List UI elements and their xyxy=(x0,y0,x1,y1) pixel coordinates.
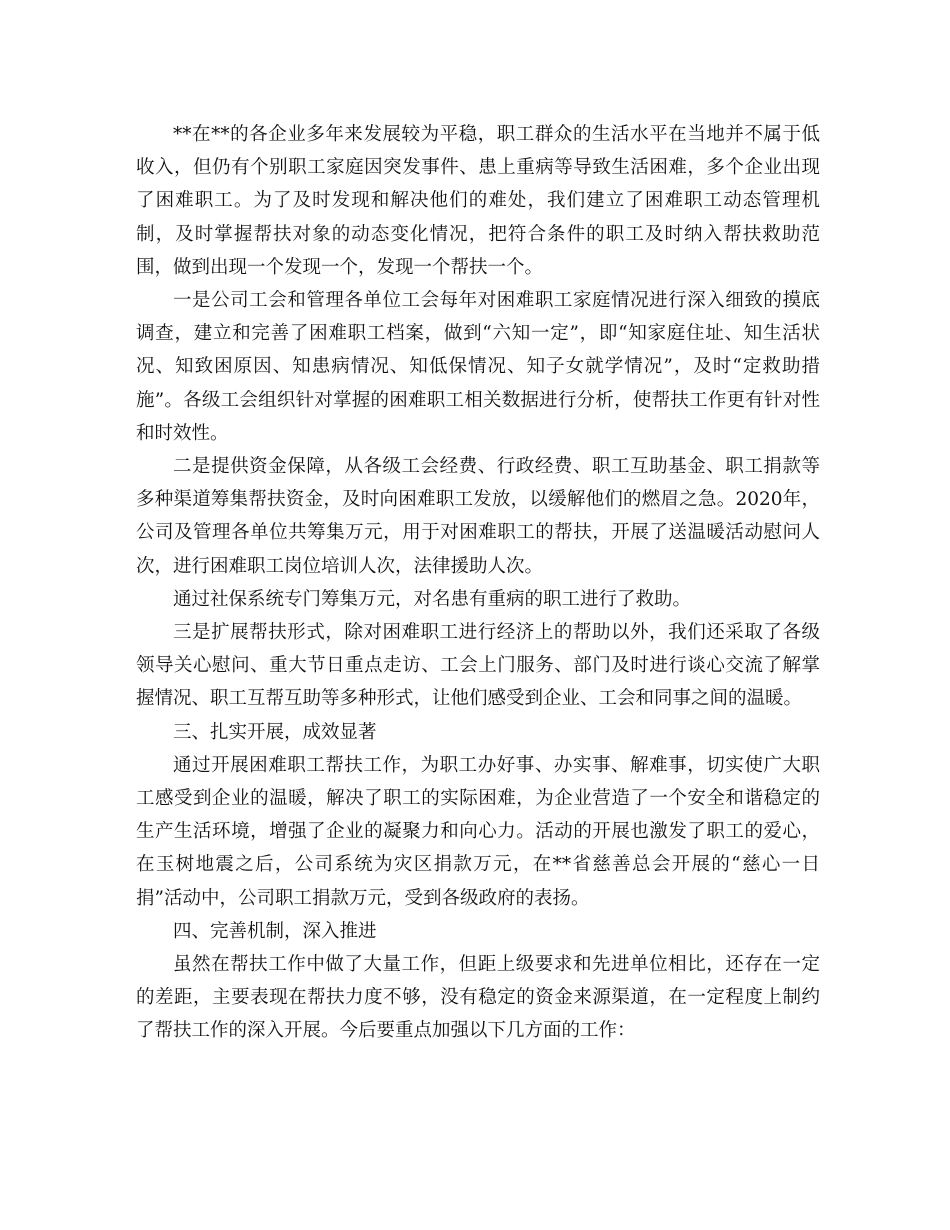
paragraph-dynamic-management: **在**的各企业多年来发展较为平稳，职工群众的生活水平在当地并不属于低收入，但仍有个别职工家庭因突发事件、患上重病等导致生活困难，多个企业出现了困难职工。为了及时发现和解决他们的难处，我们建立了困难职工动态管理机制，及时掌握帮扶对象的动态变化情况，把符合条件的职工及时纳入帮扶救助范围，做到出现一个发现一个，发现一个帮扶一个。 xyxy=(136,124,820,278)
document-body xyxy=(136,118,820,1048)
paragraph-assistance-forms: 三是扩展帮扶形式，除对困难职工进行经济上的帮助以外，我们还采取了各级领导关心慰问、重大节日重点走访、工会上门服务、部门及时进行谈心交流了解掌握情况、职工互帮互助等多种形式，让他们感受到企业、工会和同事之间的温暖。 xyxy=(136,622,820,710)
section-heading-results: 三、扎实开展，成效显著 xyxy=(173,721,377,743)
paragraph-results: 通过开展困难职工帮扶工作，为职工办好事、办实事、解难事，切实使广大职工感受到企业的温暖，解决了职工的实际困难，为企业营造了一个安全和谐稳定的生产生活环境，增强了企业的凝聚力和向心力。活动的开展也激发了职工的爱心，在玉树地震之后，公司系统为灾区捐款万元，在**省慈善总会开展的“慈心一日捐”活动中，公司职工捐款万元，受到各级政府的表扬。 xyxy=(136,754,820,909)
paragraph-investigation: 一是公司工会和管理各单位工会每年对困难职工家庭情况进行深入细致的摸底调查，建立和完善了困难职工档案，做到“六知一定”，即“知家庭住址、知生活状况、知致困原因、知患病情况、知低保情况、知子女就学情况”，及时“定救助措施”。各级工会组织针对掌握的困难职工相关数据进行分析，使帮扶工作更有针对性和时效性。 xyxy=(136,290,820,444)
paragraph-social-security: 通过社保系统专门筹集万元，对名患有重病的职工进行了救助。 xyxy=(173,588,692,610)
paragraph-funding: 二是提供资金保障，从各级工会经费、行政经费、职工互助基金、职工捐款等多种渠道筹集帮扶资金，及时向困难职工发放，以缓解他们的燃眉之急。2020年，公司及管理各单位共筹集万元，用于对困难职工的帮扶，开展了送温暖活动慰问人次，进行困难职工岗位培训人次，法律援助人次。 xyxy=(136,456,820,577)
paragraph-improvement: 虽然在帮扶工作中做了大量工作，但距上级要求和先进单位相比，还存在一定的差距，主要表现在帮扶力度不够，没有稳定的资金来源渠道，在一定程度上制约了帮扶工作的深入开展。今后要重点加强以下几方面的工作： xyxy=(136,954,820,1042)
section-heading-mechanism: 四、完善机制，深入推进 xyxy=(173,920,377,942)
